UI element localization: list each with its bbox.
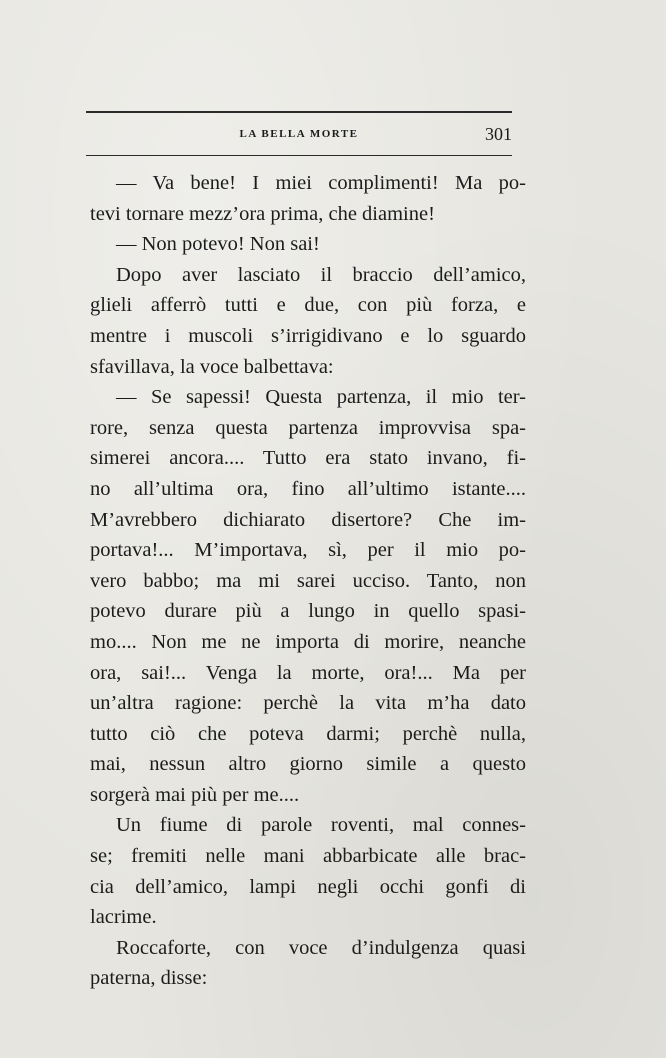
text-line: Roccaforte, con voce d’indulgenza quasi: [116, 936, 526, 959]
running-title: LA BELLA MORTE: [239, 128, 359, 140]
text-line: portava!... M’importava, sì, per il mio po-: [90, 539, 526, 562]
header-rule-bottom: [86, 155, 512, 156]
text-line: rore, senza questa partenza improvvisa spa-: [90, 416, 526, 439]
text-line: sorgerà mai più per me....: [90, 783, 300, 806]
body-text: [90, 168, 526, 994]
text-line: mai, nessun altro giorno simile a questo: [90, 753, 526, 776]
text-line: lacrime.: [90, 906, 157, 929]
page-number: 301: [485, 124, 512, 144]
text-line: paterna, disse:: [90, 967, 208, 990]
text-line: M’avrebbero dichiarato disertore? Che im-: [90, 508, 526, 531]
text-line: mentre i muscoli s’irrigidivano e lo sguardo: [90, 324, 526, 347]
text-line: se; fremiti nelle mani abbarbicate alle brac-: [90, 845, 526, 868]
text-line: tutto ciò che poteva darmi; perchè nulla,: [90, 722, 526, 745]
text-line: — Se sapessi! Questa partenza, il mio ter-: [116, 386, 526, 409]
text-line: tevi tornare mezz’ora prima, che diamine!: [90, 202, 435, 225]
text-line: — Va bene! I miei complimenti! Ma po-: [116, 172, 526, 194]
text-line: Un fiume di parole roventi, mal connes-: [116, 814, 526, 837]
text-line: un’altra ragione: perchè la vita m’ha dato: [90, 692, 526, 715]
header-rule-top: [86, 111, 512, 113]
text-line: — Non potevo! Non sai!: [116, 233, 320, 256]
text-line: vero babbo; ma mi sarei ucciso. Tanto, non: [90, 569, 526, 592]
text-line: mo.... Non me ne importa di morire, neanche: [90, 630, 526, 653]
text-line: simerei ancora.... Tutto era stato invano, fi-: [90, 447, 526, 470]
text-line: cia dell’amico, lampi negli occhi gonfi di: [90, 875, 526, 898]
text-line: glieli afferrò tutti e due, con più forza, e: [90, 294, 526, 317]
text-line: no all’ultima ora, fino all’ultimo istante....: [90, 477, 526, 500]
running-head: [86, 124, 512, 146]
text-line: potevo durare più a lungo in quello spasi-: [90, 600, 526, 623]
text-line: Dopo aver lasciato il braccio dell’amico,: [116, 263, 526, 286]
text-line: ora, sai!... Venga la morte, ora!... Ma per: [90, 661, 526, 684]
text-line: sfavillava, la voce balbettava:: [90, 355, 334, 378]
